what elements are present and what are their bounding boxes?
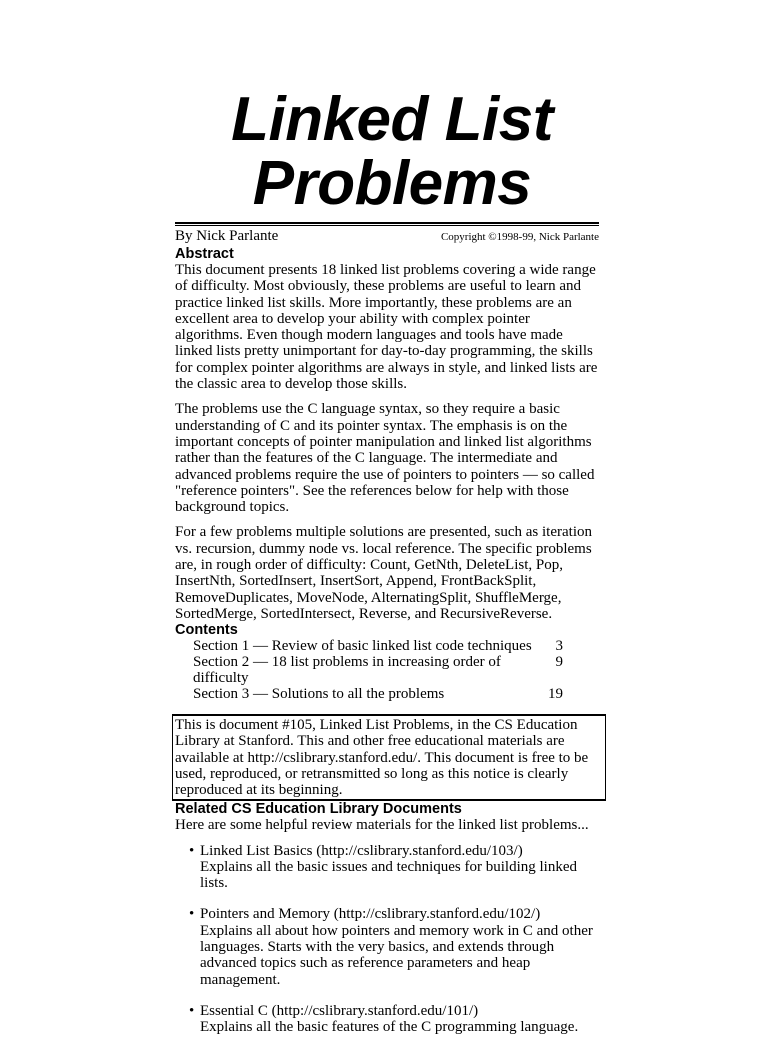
abstract-heading: Abstract xyxy=(175,246,234,262)
bullet-icon: • xyxy=(189,842,195,859)
related-document-title: Pointers and Memory (http://cslibrary.stanford.edu/102/) xyxy=(200,906,541,923)
related-document-title: Linked List Basics (http://cslibrary.stanford.edu/103/) xyxy=(200,842,523,859)
library-notice-text: This is document #105, Linked List Problems, in the CS Education Library at Stanford. This and other free educational materials are available at http://cslibrary.stanford.edu/. This document is free to be used, reproduced, or retransmitted so long as this notice is clearly reproduced at its beginning. xyxy=(175,717,589,799)
table-of-contents xyxy=(193,638,563,702)
related-documents-section xyxy=(175,801,599,1035)
abstract-paragraph-1: This document presents 18 linked list problems covering a wide range of difficulty. Most obviously, these problems are useful to learn and practice linked list skills. More importantly, these problems are an excellent area to develop your ability with complex pointer algorithms. Even though modern languages and tools have made linked lists pretty unimportant for day-to-day programming, the skills for complex pointer algorithms are always in style, and linked lists are the classic area to develop those skills. xyxy=(175,262,598,393)
bullet-icon: • xyxy=(189,1002,195,1019)
related-documents-heading: Related CS Education Library Documents xyxy=(175,801,462,818)
toc-entry-label: Section 3 — Solutions to all the problems xyxy=(193,686,445,703)
related-document-body xyxy=(200,906,599,987)
title-block xyxy=(175,85,599,246)
document-title xyxy=(175,85,599,218)
document-page xyxy=(175,85,599,1051)
abstract-section xyxy=(175,246,599,622)
toc-entry-page: 9 xyxy=(555,654,563,671)
related-documents-intro: Here are some helpful review materials for the linked list problems... xyxy=(175,817,589,834)
related-document-item xyxy=(189,843,599,892)
toc-entry xyxy=(193,654,563,686)
related-document-description: Explains all the basic features of the C programming language. xyxy=(200,1019,579,1036)
title-line-1: Linked List xyxy=(231,85,553,154)
related-document-title: Essential C (http://cslibrary.stanford.edu/101/) xyxy=(200,1002,479,1019)
copyright-notice: Copyright ©1998-99, Nick Parlante xyxy=(440,231,599,243)
toc-entry-label: Section 1 — Review of basic linked list code techniques xyxy=(193,638,532,655)
related-document-body xyxy=(200,1003,578,1036)
author: By Nick Parlante xyxy=(175,228,279,244)
contents-heading: Contents xyxy=(175,622,238,639)
byline xyxy=(175,227,599,246)
abstract-paragraph-3: For a few problems multiple solutions are presented, such as iteration vs. recursion, dummy node vs. local reference. The specific problems are, in rough order of difficulty: Count, GetNth, DeleteList, Pop, InsertNth, SortedInsert, InsertSort, Append, FrontBackSplit, RemoveDuplicates, MoveNode, AlternatingSplit, ShuffleMerge, SortedMerge, SortedIntersect, Reverse, and RecursiveReverse. xyxy=(175,524,592,622)
library-notice-box xyxy=(172,714,606,801)
toc-entry-page: 3 xyxy=(555,638,563,655)
related-document-item xyxy=(189,1003,599,1036)
title-divider xyxy=(175,222,599,226)
title-line-2: Problems xyxy=(252,149,532,218)
related-document-description: Explains all the basic issues and techniques for building linked lists. xyxy=(200,858,578,892)
related-documents-list xyxy=(189,843,599,1036)
toc-entry-label: Section 2 — 18 list problems in increasing order of difficulty xyxy=(193,654,501,687)
abstract-paragraph-2: The problems use the C language syntax, so they require a basic understanding of C and its pointer syntax. The emphasis is on the important concepts of pointer manipulation and linked list algorithms rather than the features of the C language. The intermediate and advanced problems require the use of pointers to pointers — so called "reference pointers". See the references below for help with those background topics. xyxy=(175,401,595,516)
bullet-icon: • xyxy=(189,906,195,923)
contents-section xyxy=(175,622,599,702)
related-document-body xyxy=(200,843,599,892)
toc-entry xyxy=(193,638,563,654)
related-document-description: Explains all about how pointers and memory work in C and other languages. Starts with the very basics, and extends through advanced topics such as reference parameters and heap management. xyxy=(200,922,593,988)
toc-entry-page: 19 xyxy=(548,686,563,703)
related-document-item xyxy=(189,906,599,987)
toc-entry xyxy=(193,686,563,702)
